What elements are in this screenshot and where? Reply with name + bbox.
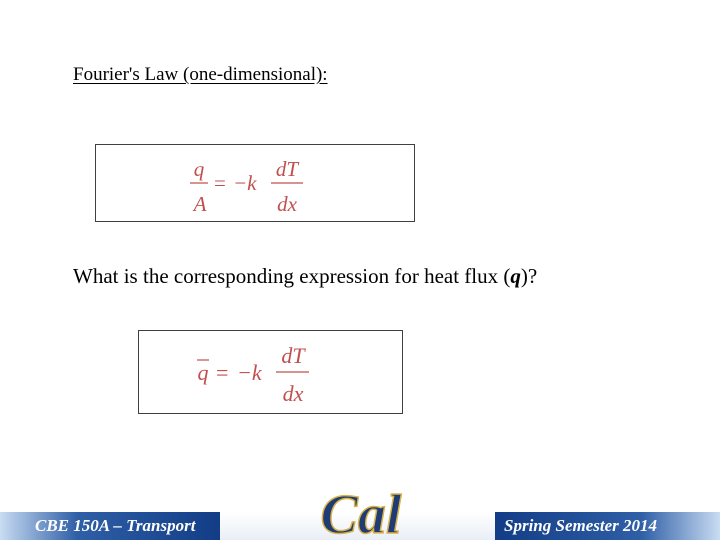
heat-flux-question	[73, 264, 537, 289]
eq2-equals: =	[216, 360, 229, 385]
cal-logo-text: Cal	[320, 484, 402, 540]
eq1-lhs-numerator: q	[193, 157, 205, 181]
eq1-rhs-numerator: dT	[275, 157, 299, 181]
footer-course-label: CBE 150A – Transport	[0, 512, 220, 540]
eq2-rhs-denominator: dx	[282, 381, 304, 406]
fourier-equation	[96, 145, 416, 223]
question-text-after: )?	[520, 264, 538, 288]
cal-logo	[318, 481, 404, 540]
equation-box-fourier	[95, 144, 415, 222]
footer-semester-label: Spring Semester 2014	[495, 512, 720, 540]
eq1-equals: =	[214, 171, 226, 195]
eq2-lhs: q	[197, 360, 209, 385]
equation-box-heat-flux	[138, 330, 403, 414]
heat-flux-equation	[139, 331, 404, 415]
eq1-coefficient: −k	[233, 171, 257, 195]
eq2-rhs-numerator: dT	[281, 343, 305, 368]
eq1-rhs-denominator: dx	[277, 192, 297, 216]
slide-heading: Fourier's Law (one-dimensional):	[73, 64, 328, 85]
question-symbol: q	[510, 264, 521, 288]
eq1-lhs-denominator: A	[193, 192, 207, 216]
question-text-before: What is the corresponding expression for heat flux (	[73, 264, 511, 288]
eq2-coefficient: −k	[237, 360, 262, 385]
